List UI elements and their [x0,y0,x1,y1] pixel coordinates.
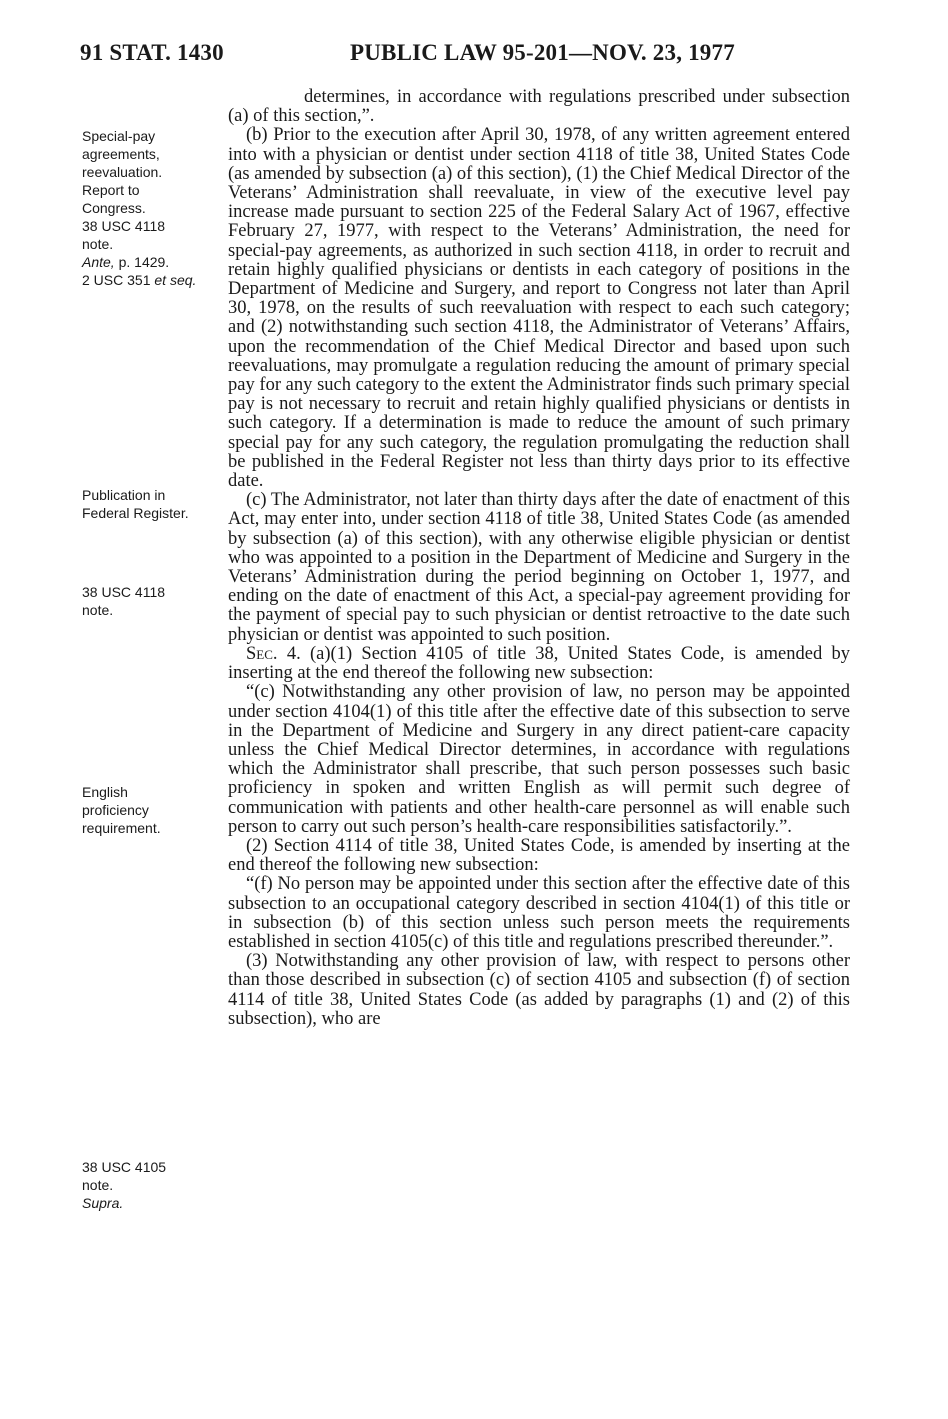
paragraph-subsection-b: (b) Prior to the execution after April 30, 1978, of any written agreement entered into with a physician or dentist under section 4118 of title 38, United States Code (as amended by subsection (a) of this section), (1) the Chief Medical Director of the Veterans’ Administration shall reevaluate, in view of the executive level pay increase made pursuant to section 225 of the Federal Salary Act of 1967, effective February 27, 1977, with respect to the Veterans’ Administration, the need for special-pay agreements, as authorized in such section 4118, in order to recruit and retain highly qualified physicians or dentists in each category of positions in the Department of Medicine and Surgery, and report to Congress not later than April 30, 1978, on the results of such reevaluation with respect to each such category; and (2) notwithstanding such section 4118, the Administrator of Veterans’ Affairs, upon the recommendation of the Chief Medical Director and based upon such reevaluations, may promulgate a regulation reducing the amount of primary special pay for any such category to the extent the Administrator finds such primary special pay is not necessary to recruit and retain highly qualified physicians or dentists in such category. If a determination is made to reduce the amount of such primary special pay for any such category, the regulation promulgating the reduction shall be published in the Federal Register not less than thirty days prior to its effective date. [228,125,850,492]
margin-note-line: Federal Register. [82,505,189,521]
margin-note-line: agreements, [82,146,160,162]
margin-note-special-pay [82,127,222,289]
margin-note-line: note. [82,236,114,252]
margin-note-line: note. [82,1177,114,1193]
et-seq: et seq. [154,272,197,288]
ante-label: Ante, [82,254,115,270]
margin-note-usc-4105 [82,1158,222,1212]
margin-note-line: proficiency [82,802,149,818]
margin-note-line: 38 USC 4105 [82,1159,167,1175]
margin-note-line: requirement. [82,820,161,836]
paragraph-quoted-subsection-f: “(f) No person may be appointed under this section after the effective date of this subsection to an occupational category described in section 4104(1) of this title or in subsection (b) of this section unless such person meets the requirements established in section 4105(c) of this title and regulations prescribed thereunder.”. [228,874,850,952]
supra-label: Supra. [82,1195,124,1211]
paragraph-section-4 [228,645,850,683]
section-text: 4. (a)(1) Section 4105 of title 38, United States Code, is amended by inserting at the end thereof the following new subsection: [228,643,850,684]
margin-note-federal-register [82,486,222,522]
ante-page: p. 1429. [118,254,170,270]
statute-page-ref: 91 STAT. 1430 [80,40,224,65]
margin-note-line: reevaluation. [82,164,163,180]
margin-note-english-proficiency [82,783,222,837]
margin-note-usc [82,271,222,289]
margin-note-line: 38 USC 4118 [82,584,166,600]
paragraph-quoted-subsection-c: “(c) Notwithstanding any other provision of law, no person may be appointed under section 4104(1) of this title after the effective date of this subsection to serve in the Department of Medicine and Surgery in any direct patient-care capacity unless the Chief Medical Director determines, in accordance with regulations which the Administrator shall prescribe, that such person possesses such basic proficiency in spoken and written English as will permit such degree of communication with patients and other health-care personnel as will enable such person to carry out such person’s health-care responsibilities satisfactorily.”. [228,682,850,837]
paragraph-2: (2) Section 4114 of title 38, United States Code, is amended by inserting at the end thereof the following new subsection: [228,835,850,876]
body-text [228,88,850,1029]
paragraph-subsection-c: (c) The Administrator, not later than thirty days after the date of enactment of this Act, may enter into, under section 4118 of title 38, United States Code (as amended by subsection (a) of this section), with any otherwise eligible physician or dentist who was appointed to a position in the Department of Medicine and Surgery in the Veterans’ Administration during the period beginning on October 1, 1977, and ending on the date of enactment of this Act, a special-pay agreement providing for the payment of special pay to such physician or dentist retroactive to the date such physician or dentist was appointed to such position. [228,490,850,645]
margin-note-line: 38 USC 4118 [82,218,166,234]
usc-ref: 2 USC 351 [82,272,151,288]
margin-note-line: Congress. [82,200,146,216]
running-title: PUBLIC LAW 95-201—NOV. 23, 1977 [350,40,735,65]
margin-note-ante [82,253,222,271]
margin-note-line: note. [82,602,114,618]
margin-note-line: Report to [82,182,140,198]
margin-note-usc-4118 [82,583,222,619]
page-header [80,40,880,72]
paragraph-3: (3) Notwithstanding any other provision of law, with respect to persons other than those described in subsection (c) of section 4105 and subsection (f) of section 4114 of title 38, United States Code (as added by paragraphs (1) and (2) of this subsection), who are [228,951,850,1029]
margin-note-supra [82,1194,222,1212]
margin-note-line: Publication in [82,487,166,503]
paragraph-continuation: determines, in accordance with regulations prescribed under subsection (a) of this section,”. [228,87,850,127]
margin-note-line: Special-pay [82,128,156,144]
margin-note-line: English [82,784,128,800]
section-label: Sec. [246,643,278,664]
